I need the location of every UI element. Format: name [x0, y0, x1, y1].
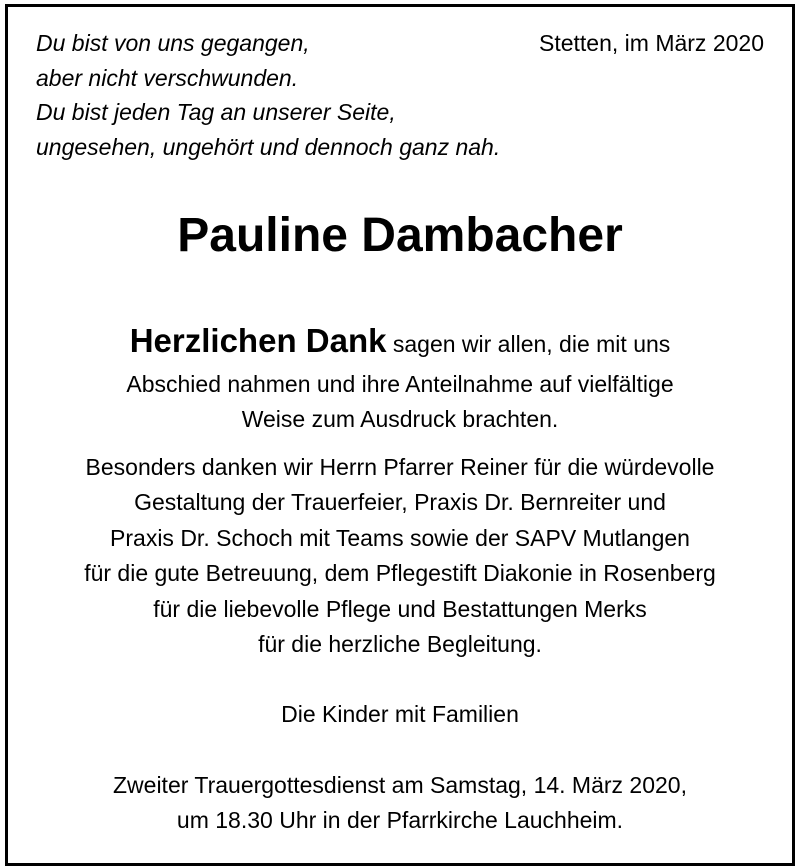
poem-line: ungesehen, ungehört und dennoch ganz nah. [36, 133, 501, 160]
poem [36, 26, 500, 164]
special-thanks-line: Besonders danken wir Herrn Pfarrer Reiner für die würdevolle [85, 454, 715, 480]
deceased-name: Pauline Dambacher [177, 209, 623, 262]
thanks-line: Abschied nahmen und ihre Anteilnahme auf vielfältige [126, 371, 674, 397]
thanks-line: sagen wir allen, die mit uns [392, 331, 671, 357]
place-date: Stetten, im März 2020 [539, 30, 764, 56]
special-thanks-line: für die liebevolle Pflege und Bestattungen Merks [153, 595, 647, 622]
service-line: um 18.30 Uhr in der Pfarrkirche Lauchheim. [176, 807, 624, 833]
special-thanks-line: für die herzliche Begleitung. [258, 631, 542, 658]
poem-line: aber nicht verschwunden. [36, 64, 299, 91]
poem-line: Du bist von uns gegangen, [36, 30, 310, 56]
thanks-paragraph [0, 318, 800, 437]
special-thanks-paragraph [0, 450, 800, 662]
service-announcement [0, 768, 800, 838]
poem-line: Du bist jeden Tag an unserer Seite, [36, 99, 396, 125]
thanks-line: Weise zum Ausdruck brachten. [241, 406, 559, 432]
special-thanks-line: für die gute Betreuung, dem Pflegestift Diakonie in Rosenberg [84, 560, 716, 587]
thanks-heading: Herzlichen Dank [129, 322, 387, 359]
service-line: Zweiter Trauergottesdienst am Samstag, 14. März 2020, [113, 772, 687, 798]
signature: Die Kinder mit Familien [281, 701, 519, 727]
thanks-first-line [0, 318, 800, 367]
special-thanks-line: Praxis Dr. Schoch mit Teams sowie der SAPV Mutlangen [110, 524, 690, 551]
special-thanks-line: Gestaltung der Trauerfeier, Praxis Dr. Bernreiter und [134, 489, 666, 516]
